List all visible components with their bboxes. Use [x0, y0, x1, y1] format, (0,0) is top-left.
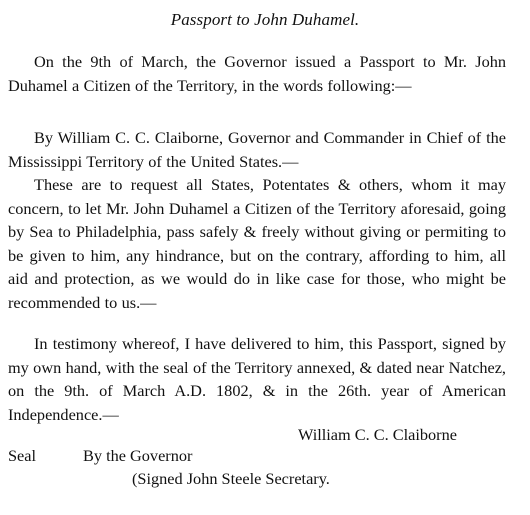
paragraph-intro: On the 9th of March, the Governor issued a Passport to Mr. John Duhamel a Citizen of the Territory, in the words following:— [8, 52, 506, 95]
signer-name: William C. C. Claiborne [298, 425, 457, 444]
signed-secretary-line: (Signed John Steele Secretary. [132, 469, 330, 488]
by-governor-line: By the Governor [83, 446, 193, 465]
paragraph-request: These are to request all States, Potentates & others, whom it may concern, to let Mr. John Duhamel a Citizen of the Territory aforesaid, going by Sea to Philadelphia, pass safely & freely without giving or permiting to be given to him, any hindrance, but on the contrary, affording to him, all aid and protection, as we would do in like case for those, who might be recommended to us.— [8, 175, 506, 312]
document-title: Passport to John Duhamel. [170, 10, 360, 29]
paragraph-governor-heading: By William C. C. Claiborne, Governor and Commander in Chief of the Mississippi Territory of the United States.— [8, 128, 506, 171]
paragraph-testimony: In testimony whereof, I have delivered to him, this Passport, signed by my own hand, with the seal of the Territory annexed, & dated near Natchez, on the 9th. of March A.D. 1802, & in the 26th. year of American Independence.— [8, 334, 506, 424]
seal-label: Seal [8, 446, 37, 465]
